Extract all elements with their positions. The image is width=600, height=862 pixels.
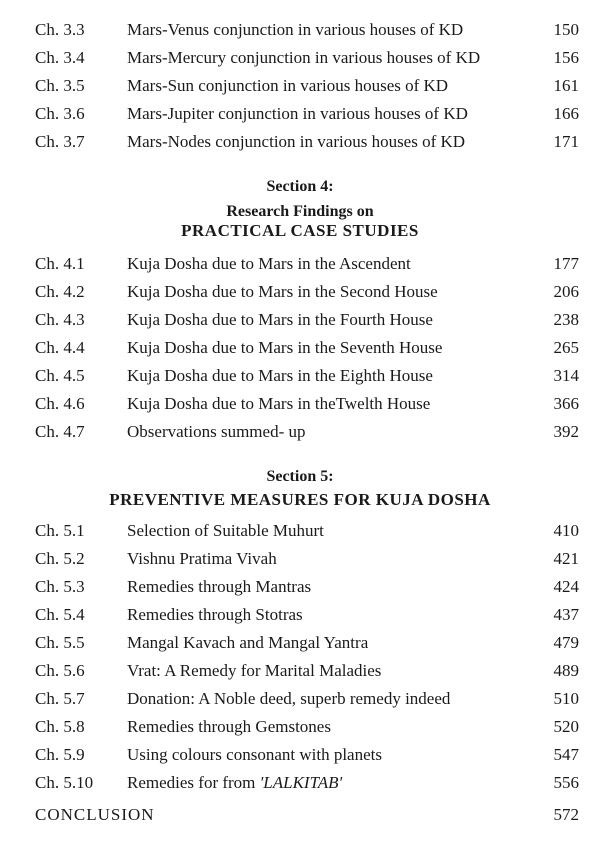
chapter-number: Ch. 4.1 — [35, 254, 85, 273]
chapter-number: Ch. 4.2 — [35, 282, 85, 301]
chapter-title: Kuja Dosha due to Mars in theTwelth House — [127, 394, 431, 413]
page-number: 510 — [553, 689, 579, 708]
toc-entry — [0, 45, 600, 71]
page-number: 265 — [553, 338, 579, 357]
toc-entry — [0, 770, 600, 796]
page-number: 238 — [553, 310, 579, 329]
section-title: PRACTICAL CASE STUDIES — [181, 221, 419, 240]
chapter-number: Ch. 4.5 — [35, 366, 85, 385]
conclusion-label: CONCLUSION — [35, 805, 155, 824]
chapter-title: Mars-Mercury conjunction in various houses of KD — [127, 48, 481, 67]
chapter-title — [127, 770, 342, 796]
page-number: 314 — [553, 366, 579, 385]
chapter-title: Kuja Dosha due to Mars in the Seventh House — [127, 338, 443, 357]
toc-entry — [0, 630, 600, 656]
toc-entry — [0, 73, 600, 99]
chapter-number: Ch. 5.2 — [35, 549, 85, 568]
chapter-title: Kuja Dosha due to Mars in the Ascendent — [127, 254, 411, 273]
chapter-title: Remedies through Mantras — [127, 577, 312, 596]
page-number: 421 — [553, 549, 579, 568]
section-subtitle: Research Findings on — [226, 203, 374, 220]
toc-entry — [0, 574, 600, 600]
page-number: 547 — [553, 745, 579, 764]
chapter-number: Ch. 4.6 — [35, 394, 85, 413]
page-number: 206 — [553, 282, 579, 301]
chapter-title: Using colours consonant with planets — [127, 745, 382, 764]
page-number: 479 — [553, 633, 579, 652]
chapter-number: Ch. 5.7 — [35, 689, 85, 708]
toc-entry — [0, 129, 600, 155]
chapter-number: Ch. 3.6 — [35, 104, 85, 123]
toc-entry — [0, 546, 600, 572]
chapter-title: Kuja Dosha due to Mars in the Second House — [127, 282, 438, 301]
chapter-number: Ch. 5.1 — [35, 521, 85, 540]
chapter-number: Ch. 5.8 — [35, 717, 85, 736]
chapter-title: Donation: A Noble deed, superb remedy indeed — [127, 689, 451, 708]
page-number: 392 — [553, 422, 579, 441]
toc-entry — [0, 419, 600, 445]
chapter-title: Remedies through Stotras — [127, 605, 303, 624]
page-number: 437 — [553, 605, 579, 624]
chapter-number: Ch. 4.4 — [35, 338, 85, 357]
section-label: Section 5: — [266, 468, 334, 485]
toc-entry — [0, 602, 600, 628]
chapter-title: Vishnu Pratima Vivah — [127, 549, 277, 568]
toc-entry — [0, 714, 600, 740]
toc-entry — [0, 279, 600, 305]
page-number: 150 — [553, 20, 579, 39]
chapter-number: Ch. 3.3 — [35, 20, 85, 39]
page-number: 410 — [553, 521, 579, 540]
chapter-title: Vrat: A Remedy for Marital Maladies — [127, 661, 382, 680]
toc-entry — [0, 518, 600, 544]
chapter-number: Ch. 5.10 — [35, 773, 94, 792]
chapter-number: Ch. 5.4 — [35, 605, 85, 624]
toc-entry — [0, 686, 600, 712]
page-number: 366 — [553, 394, 579, 413]
toc-entry — [0, 101, 600, 127]
chapter-number: Ch. 5.3 — [35, 577, 85, 596]
toc-entry — [0, 658, 600, 684]
chapter-number: Ch. 5.9 — [35, 745, 85, 764]
toc-entry — [0, 17, 600, 43]
toc-entry — [0, 363, 600, 389]
chapter-title: Selection of Suitable Muhurt — [127, 521, 324, 540]
section-title: PREVENTIVE MEASURES FOR KUJA DOSHA — [109, 490, 491, 509]
chapter-number: Ch. 5.6 — [35, 661, 85, 680]
page-number: 556 — [553, 773, 579, 792]
chapter-number: Ch. 4.7 — [35, 422, 85, 441]
toc-entry — [0, 391, 600, 417]
chapter-title: Mars-Jupiter conjunction in various houses of KD — [127, 104, 468, 123]
chapter-title: Remedies through Gemstones — [127, 717, 331, 736]
chapter-title: Kuja Dosha due to Mars in the Eighth House — [127, 366, 433, 385]
page-number: 156 — [553, 48, 579, 67]
page-number: 161 — [553, 76, 579, 95]
chapter-title: Mangal Kavach and Mangal Yantra — [127, 633, 369, 652]
toc-entry-conclusion — [0, 802, 600, 828]
chapter-number: Ch. 5.5 — [35, 633, 85, 652]
chapter-number: Ch. 3.5 — [35, 76, 85, 95]
chapter-title: Mars-Nodes conjunction in various houses of KD — [127, 132, 466, 151]
page-number: 520 — [553, 717, 579, 736]
chapter-title: Mars-Sun conjunction in various houses of KD — [127, 76, 449, 95]
page-number: 177 — [553, 254, 579, 273]
section-label: Section 4: — [266, 178, 334, 195]
chapter-title: Kuja Dosha due to Mars in the Fourth House — [127, 310, 433, 329]
chapter-number: Ch. 3.7 — [35, 132, 85, 151]
page-number: 171 — [553, 132, 579, 151]
chapter-number: Ch. 3.4 — [35, 48, 85, 67]
chapter-title-text: Remedies for from — [127, 773, 260, 792]
chapter-title: Observations summed- up — [127, 422, 306, 441]
page-number: 489 — [553, 661, 579, 680]
chapter-title: Mars-Venus conjunction in various houses of KD — [127, 20, 464, 39]
toc-entry — [0, 742, 600, 768]
page-number: 424 — [553, 577, 579, 596]
toc-entry — [0, 307, 600, 333]
chapter-title-italic: 'LALKITAB' — [259, 773, 343, 792]
page-number: 572 — [553, 805, 579, 824]
page-number: 166 — [553, 104, 579, 123]
toc-entry — [0, 251, 600, 277]
chapter-number: Ch. 4.3 — [35, 310, 85, 329]
toc-entry — [0, 335, 600, 361]
